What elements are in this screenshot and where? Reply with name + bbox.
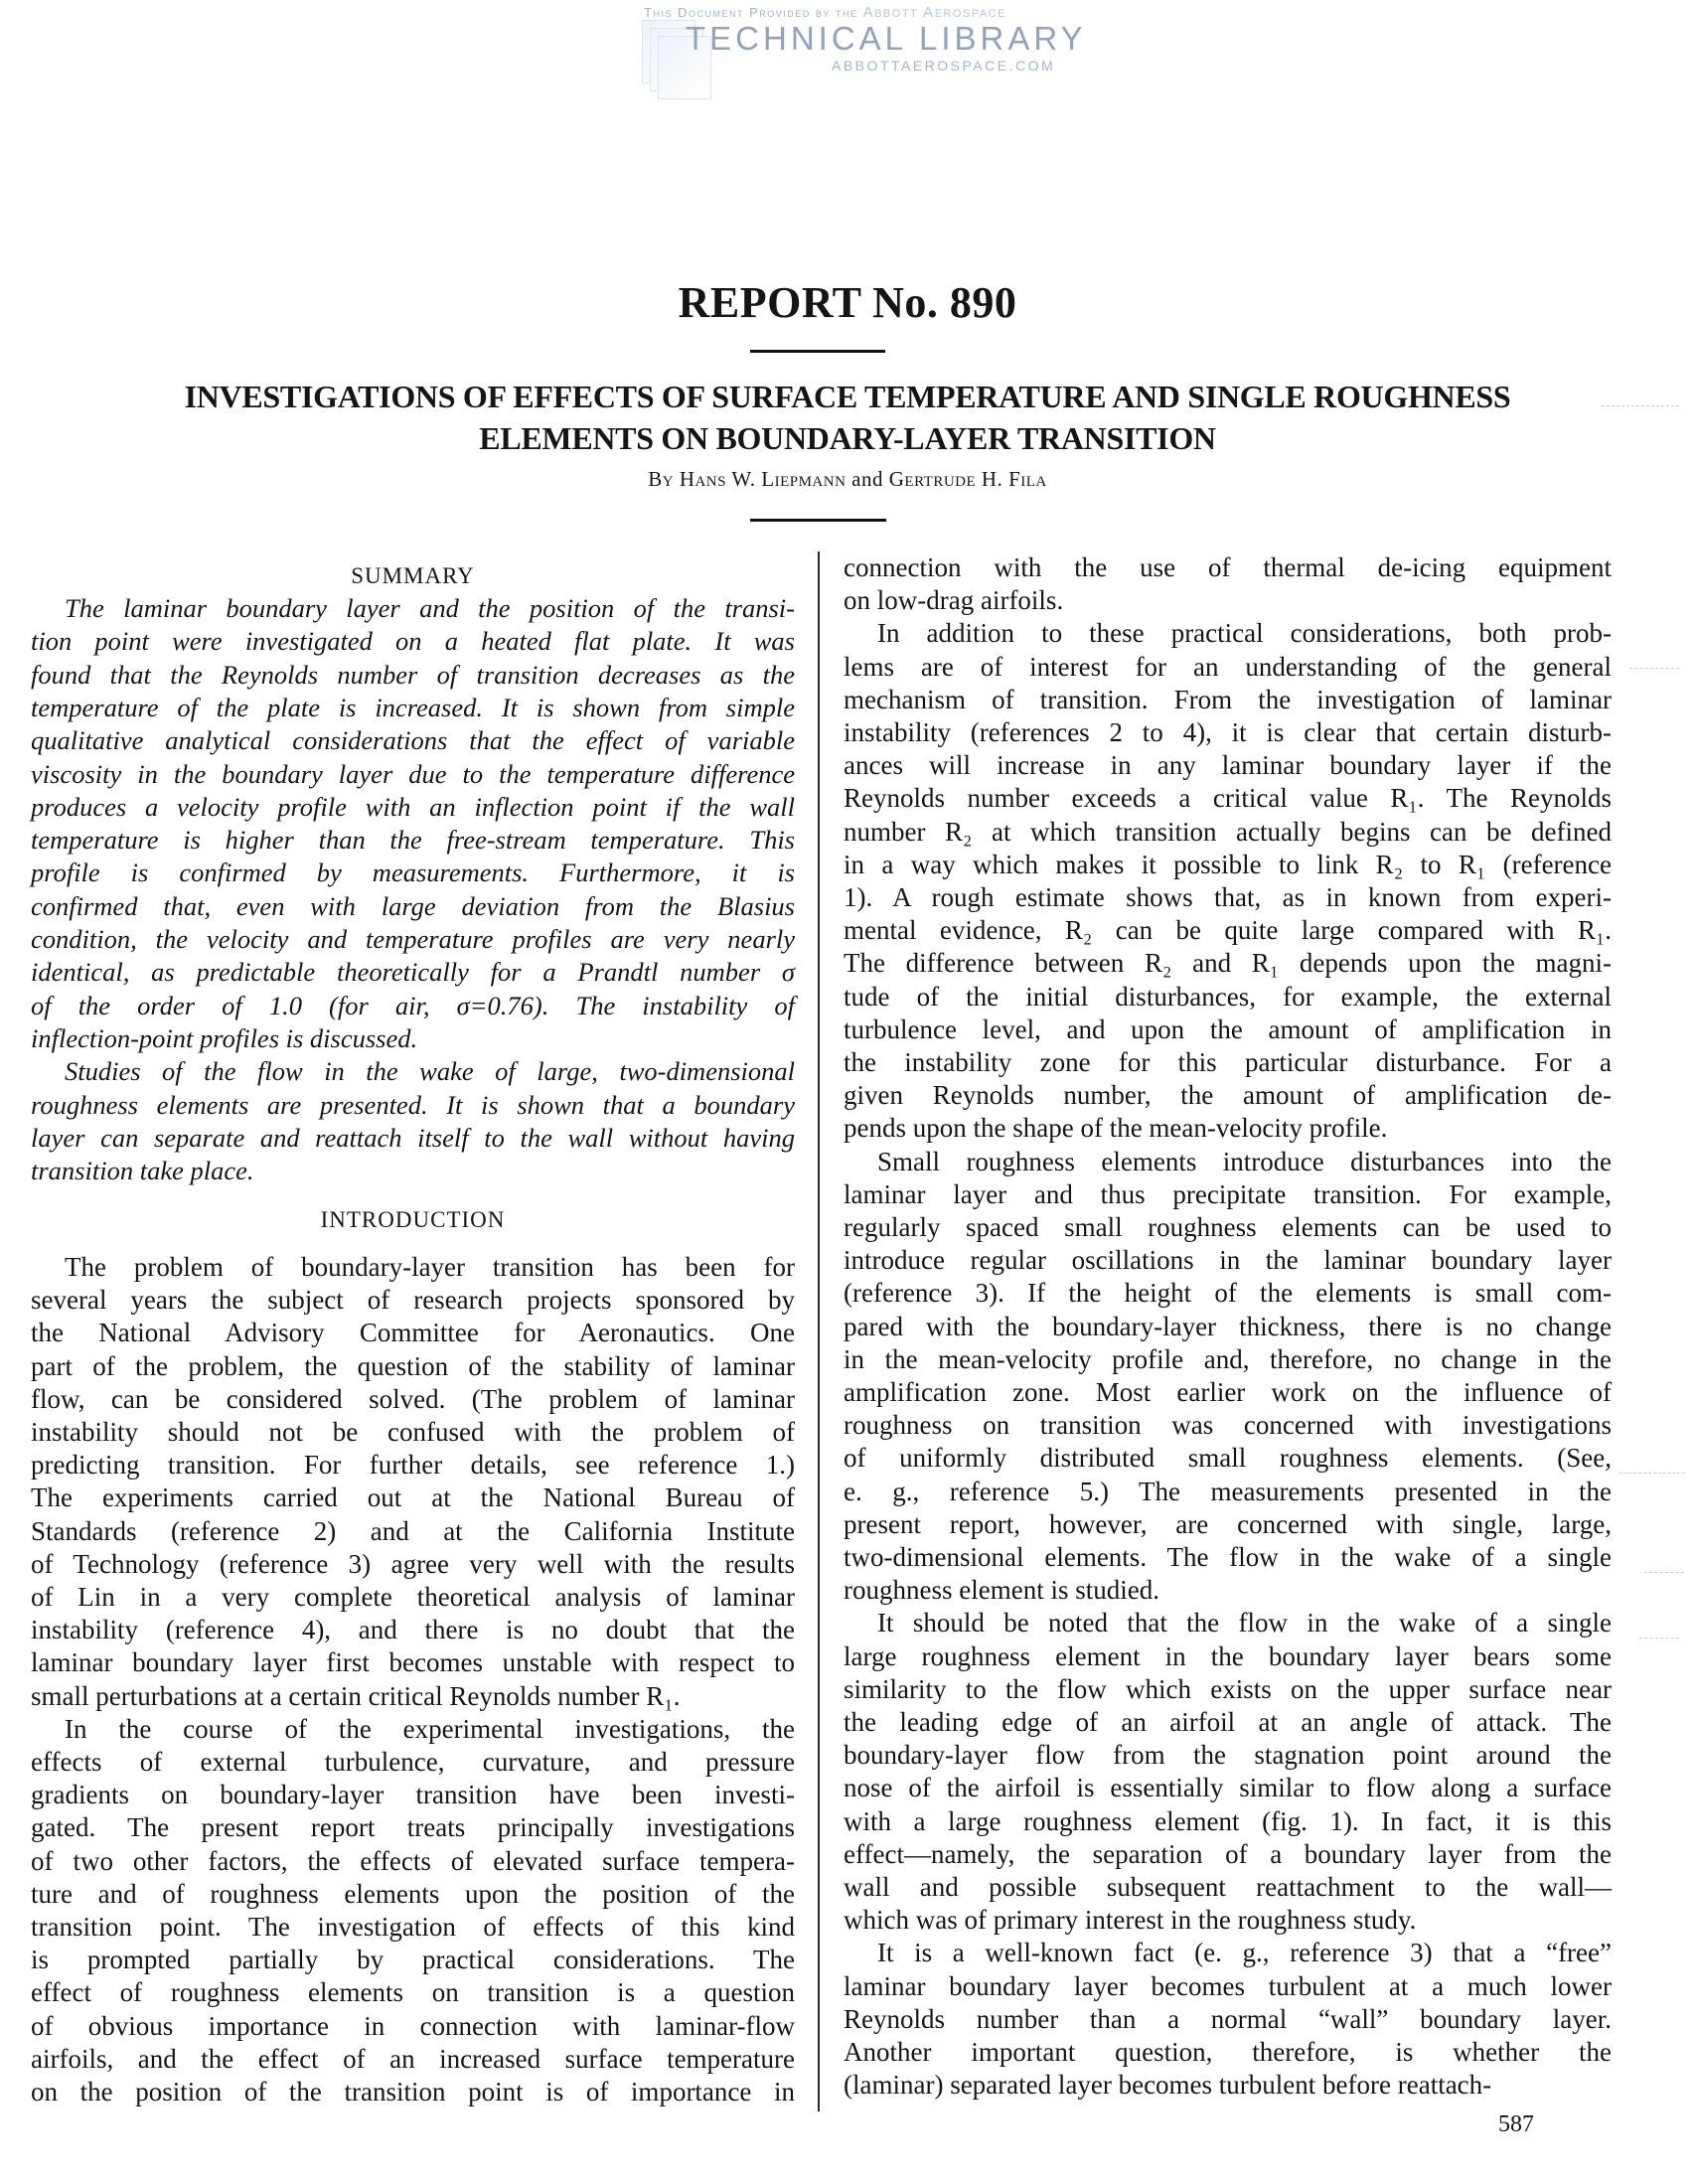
text-line: present report, however, are concerned with single, large, <box>844 1508 1612 1539</box>
text-line: similarity to the flow which exists on the upper surface near <box>844 1673 1612 1704</box>
margin-mark <box>1629 668 1679 670</box>
text-line: laminar layer and thus precipitate transition. For example, <box>844 1178 1612 1209</box>
byline: By Hans W. Liepmann and Gertrude H. Fila <box>648 467 1047 491</box>
text-line: predicting transition. For further details, see reference 1.) <box>31 1450 795 1481</box>
text-line: Studies of the flow in the wake of large, two-dimensional <box>65 1056 795 1087</box>
text-line: of two other factors, the effects of elevated surface tempera- <box>31 1845 795 1876</box>
text-line: transition point. The investigation of effects of this kind <box>31 1912 795 1942</box>
text-line: condition, the velocity and temperature profiles are very nearly <box>31 924 795 954</box>
text-line: turbulence level, and upon the amount of amplification in <box>844 1014 1612 1044</box>
text-line: layer can separate and reattach itself to the wall without having <box>31 1122 795 1153</box>
text-line: profile is confirmed by measurements. Furthermore, it is <box>31 858 795 888</box>
text-line: Small roughness elements introduce disturbances into the <box>877 1146 1612 1176</box>
watermark-brand: Abbott Aerospace <box>862 4 1006 21</box>
text-line: laminar boundary layer first becomes unstable with respect to <box>31 1647 795 1678</box>
text-line: part of the problem, the question of the stability of laminar <box>31 1350 795 1381</box>
text-line: In addition to these practical considerations, both prob- <box>877 618 1612 649</box>
text-line: Standards (reference 2) and at the California Institute <box>31 1515 795 1546</box>
watermark-title: TECHNICAL LIBRARY <box>686 20 1087 57</box>
text-line: of obvious importance in connection with laminar-flow <box>31 2010 795 2041</box>
author-1: Hans W. Liepmann <box>679 467 847 491</box>
text-line: pends upon the shape of the mean-velocity profile. <box>844 1113 1388 1144</box>
margin-mark <box>1639 1638 1679 1639</box>
watermark-provided-by: This Document Provided by the Abbott Aerospace <box>644 4 1006 21</box>
text-line: e. g., reference 5.) The measurements presented in the <box>844 1476 1612 1506</box>
header-rule <box>750 350 885 353</box>
title-line-2: ELEMENTS ON BOUNDARY-LAYER TRANSITION <box>479 420 1216 456</box>
text-line: effect—namely, the separation of a boundary layer from the <box>844 1838 1612 1869</box>
text-line: mechanism of transition. From the investigation of laminar <box>844 684 1612 714</box>
text-line: It should be noted that the flow in the wake of a single <box>877 1608 1612 1638</box>
text-line: qualitative analytical considerations that the effect of variable <box>31 725 795 756</box>
watermark-url: ABBOTTAEROSPACE.COM <box>832 58 1056 74</box>
page-number: 587 <box>1498 2111 1534 2137</box>
text-line: confirmed that, even with large deviation from the Blasius <box>31 890 795 921</box>
text-line: small perturbations at a certain critical Reynolds number R₁. <box>31 1680 681 1711</box>
text-line: 1). A rough estimate shows that, as in known from experi- <box>844 882 1612 912</box>
text-line: boundary-layer flow from the stagnation point around the <box>844 1740 1612 1771</box>
text-line: The problem of boundary-layer transition has been for <box>65 1252 795 1282</box>
text-line: the instability zone for this particular disturbance. For a <box>844 1047 1612 1077</box>
text-line: pared with the boundary-layer thickness, there is no change <box>844 1311 1612 1341</box>
text-line: several years the subject of research projects sponsored by <box>31 1285 795 1316</box>
text-line: of the order of 1.0 (for air, σ=0.76). The instability of <box>31 990 795 1020</box>
text-line: which was of primary interest in the roughness study. <box>844 1905 1417 1936</box>
text-line: (reference 3). If the height of the elements is small com- <box>844 1278 1612 1309</box>
text-line: wall and possible subsequent reattachment to the wall— <box>844 1872 1612 1902</box>
text-line: given Reynolds number, the amount of amplification de- <box>844 1080 1612 1111</box>
text-line: on the position of the transition point is of importance in <box>31 2077 795 2106</box>
text-line: of Technology (reference 3) agree very well with the results <box>31 1548 795 1579</box>
text-line: inflection-point profiles is discussed. <box>31 1022 418 1053</box>
text-line: temperature of the plate is increased. It is shown from simple <box>31 692 795 722</box>
text-line: found that the Reynolds number of transition decreases as the <box>31 659 795 690</box>
title-line-1: INVESTIGATIONS OF EFFECTS OF SURFACE TEMPERATURE AND SINGLE ROUGHNESS <box>184 379 1511 414</box>
text-line: roughness element is studied. <box>844 1575 1159 1606</box>
text-line: on low-drag airfoils. <box>844 585 1064 616</box>
text-line: It is a well-known fact (e. g., reference 3) that a “free” <box>877 1938 1612 1968</box>
text-line: airfoils, and the effect of an increased surface temperature <box>31 2043 795 2074</box>
text-line: number R₂ at which transition actually begins can be defined <box>844 816 1612 847</box>
text-line: instability (references 2 to 4), it is clear that certain disturb- <box>844 717 1612 747</box>
text-line: The laminar boundary layer and the position of the transi- <box>65 593 795 623</box>
text-line: roughness on transition was concerned with investigations <box>844 1410 1612 1441</box>
text-line: of Lin in a very complete theoretical analysis of laminar <box>31 1582 795 1612</box>
margin-mark <box>1644 1572 1684 1574</box>
text-line: temperature is higher than the free-stream temperature. This <box>31 825 795 856</box>
text-line: viscosity in the boundary layer due to the temperature difference <box>31 758 795 789</box>
text-line: The difference between R₂ and R₁ depends upon the magni- <box>844 948 1612 979</box>
text-line: nose of the airfoil is essentially similar to flow along a surface <box>844 1773 1612 1803</box>
text-line: in the mean-velocity profile and, therefore, no change in the <box>844 1343 1612 1374</box>
text-line: Reynolds number than a normal “wall” boundary layer. <box>844 2003 1612 2034</box>
text-line: effects of external turbulence, curvature, and pressure <box>31 1747 795 1777</box>
column-divider <box>818 551 820 2111</box>
text-line: ances will increase in any laminar boundary layer if the <box>844 750 1612 781</box>
text-line: ture and of roughness elements upon the position of the <box>31 1878 795 1909</box>
watermark <box>596 0 1153 109</box>
byline-rule <box>750 519 886 522</box>
introduction-heading: INTRODUCTION <box>320 1207 506 1232</box>
margin-mark <box>1619 1473 1685 1475</box>
text-line: large roughness element in the boundary layer bears some <box>844 1640 1612 1671</box>
text-line: gradients on boundary-layer transition have been investi- <box>31 1780 795 1810</box>
text-line: transition take place. <box>31 1156 254 1186</box>
text-line: is prompted partially by practical considerations. The <box>31 1945 795 1975</box>
margin-mark <box>1602 405 1679 407</box>
text-line: produces a velocity profile with an inflection point if the wall <box>31 791 795 822</box>
text-line: in a way which makes it possible to link R₂ to R₁ (reference <box>844 849 1612 879</box>
author-2: Gertrude H. Fila <box>888 467 1047 491</box>
text-line: The experiments carried out at the National Bureau of <box>31 1482 795 1513</box>
text-line: tion point were investigated on a heated flat plate. It was <box>31 626 795 657</box>
text-line: In the course of the experimental investigations, the <box>65 1713 795 1744</box>
text-line: gated. The present report treats principally investigations <box>31 1812 795 1843</box>
text-line: instability should not be confused with the problem of <box>31 1417 795 1447</box>
report-number: REPORT No. 890 <box>678 278 1017 327</box>
text-line: two-dimensional elements. The flow in the wake of a single <box>844 1542 1612 1572</box>
text-line: mental evidence, R₂ can be quite large compared with R₁. <box>844 915 1612 946</box>
text-line: tude of the initial disturbances, for example, the external <box>844 981 1612 1012</box>
text-line: laminar boundary layer becomes turbulent at a much lower <box>844 1970 1612 2001</box>
text-line: roughness elements are presented. It is shown that a boundary <box>31 1089 795 1120</box>
text-line: connection with the use of thermal de-icing equipment <box>844 552 1612 582</box>
text-line: the leading edge of an airfoil at an angle of attack. The <box>844 1707 1612 1737</box>
text-line: (laminar) separated layer becomes turbulent before reattach- <box>844 2070 1492 2101</box>
text-line: flow, can be considered solved. (The problem of laminar <box>31 1383 795 1414</box>
text-line: instability (reference 4), and there is no doubt that the <box>31 1615 795 1645</box>
text-line: lems are of interest for an understanding of the general <box>844 651 1612 682</box>
text-line: with a large roughness element (fig. 1). In fact, it is this <box>844 1805 1612 1836</box>
text-line: introduce regular oscillations in the laminar boundary layer <box>844 1245 1612 1276</box>
text-line: effect of roughness elements on transition is a question <box>31 1977 795 2008</box>
text-line: regularly spaced small roughness elements can be used to <box>844 1212 1612 1242</box>
text-line: amplification zone. Most earlier work on the influence of <box>844 1377 1612 1407</box>
text-line: identical, as predictable theoretically for a Prandtl number σ <box>31 957 795 988</box>
text-line: Reynolds number exceeds a critical value R₁. The Reynolds <box>844 783 1612 814</box>
text-line: Another important question, therefore, is whether the <box>844 2037 1612 2067</box>
summary-heading: SUMMARY <box>351 563 475 588</box>
text-line: the National Advisory Committee for Aeronautics. One <box>31 1318 795 1348</box>
text-line: of uniformly distributed small roughness elements. (See, <box>844 1443 1612 1474</box>
